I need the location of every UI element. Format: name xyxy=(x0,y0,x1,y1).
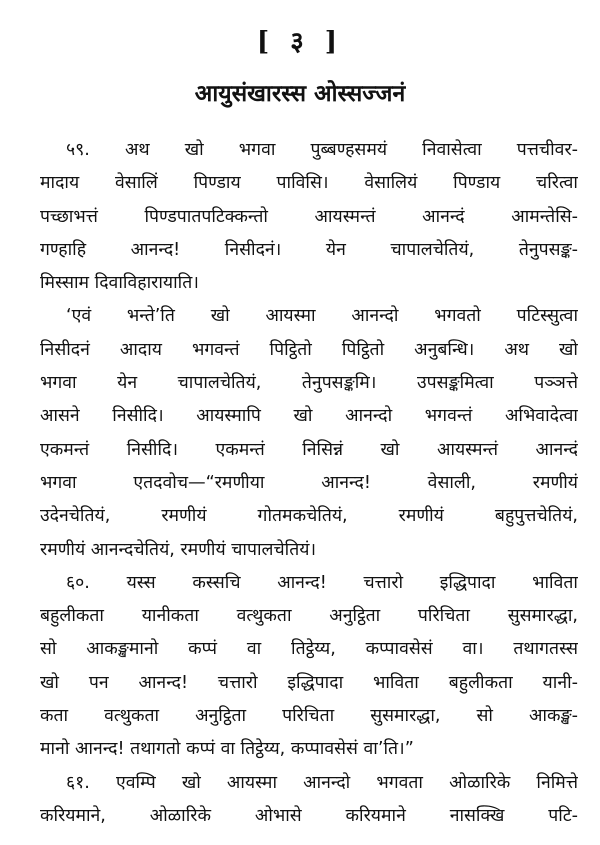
section-heading: आयुसंखारस्स ओस्सज्जनं xyxy=(194,81,406,107)
page-number: [ ३ ] xyxy=(256,27,344,57)
text-line: एकमन्तं निसीदि। एकमन्तं निसिन्नं खो आयस्मन्तं आनन्दं xyxy=(40,439,578,460)
text-line: रमणीयं आनन्दचेतियं, रमणीयं चापालचेतियं। xyxy=(40,539,317,560)
text-line: भगवा येन चापालचेतियं, तेनुपसङ्कमि। उपसङ्कमित्वा पञ्ञत्ते xyxy=(40,373,578,394)
text-line: आसने निसीदि। आयस्मापि खो आनन्दो भगवन्तं अभिवादेत्वा xyxy=(40,406,578,427)
text-line: ‘एवं भन्ते’ति खो आयस्मा आनन्दो भगवतो पटिस्सुत्वा xyxy=(66,306,578,327)
text-line: खो पन आनन्द! चत्तारो इद्धिपादा भाविता बहुलीकता यानी- xyxy=(40,672,578,693)
text-line: ६०. यस्स कस्सचि आनन्द! चत्तारो इद्धिपादा भाविता xyxy=(66,572,578,593)
text-line: मिस्साम दिवाविहारायाति। xyxy=(40,273,199,294)
text-line: सो आकङ्खमानो कप्पं वा तिट्ठेय्य, कप्पावसेसं वा। तथागतस्स xyxy=(40,639,578,660)
text-line: ६१. एवम्पि खो आयस्मा आनन्दो भगवता ओळारिके निमित्ते xyxy=(66,772,578,793)
text-line: कता वत्थुकता अनुट्ठिता परिचिता सुसमारद्धा, सो आकङ्ख- xyxy=(40,706,578,727)
text-line: ५९. अथ खो भगवा पुब्बण्हसमयं निवासेत्वा पत्तचीवर- xyxy=(66,140,578,160)
text-line: मादाय वेसालिं पिण्डाय पाविसि। वेसालियं पिण्डाय चरित्वा xyxy=(40,173,578,194)
text-line: गण्हाहि आनन्द! निसीदनं। येन चापालचेतियं, तेनुपसङ्क- xyxy=(40,239,578,260)
text-line: उदेनचेतियं, रमणीयं गोतमकचेतियं, रमणीयं बहुपुत्तचेतियं, xyxy=(40,506,578,527)
text-line: बहुलीकता यानीकता वत्थुकता अनुट्ठिता परिचिता सुसमारद्धा, xyxy=(40,606,578,627)
text-line: निसीदनं आदाय भगवन्तं पिट्ठितो पिट्ठितो अनुबन्धि। अथ खो xyxy=(40,339,578,360)
text-line: भगवा एतदवोच—“रमणीया आनन्द! वेसाली, रमणीयं xyxy=(40,472,578,493)
text-line: करियमाने, ओळारिके ओभासे करियमाने नासक्खि पटि- xyxy=(40,805,578,826)
body-text xyxy=(40,134,578,833)
text-line: पच्छाभत्तं पिण्डपातपटिक्कन्तो आयस्मन्तं आनन्दं आमन्तेसि- xyxy=(40,206,578,227)
text-line: मानो आनन्द! तथागतो कप्पं वा तिट्ठेय्य, कप्पावसेसं वा’ति।” xyxy=(40,739,414,760)
